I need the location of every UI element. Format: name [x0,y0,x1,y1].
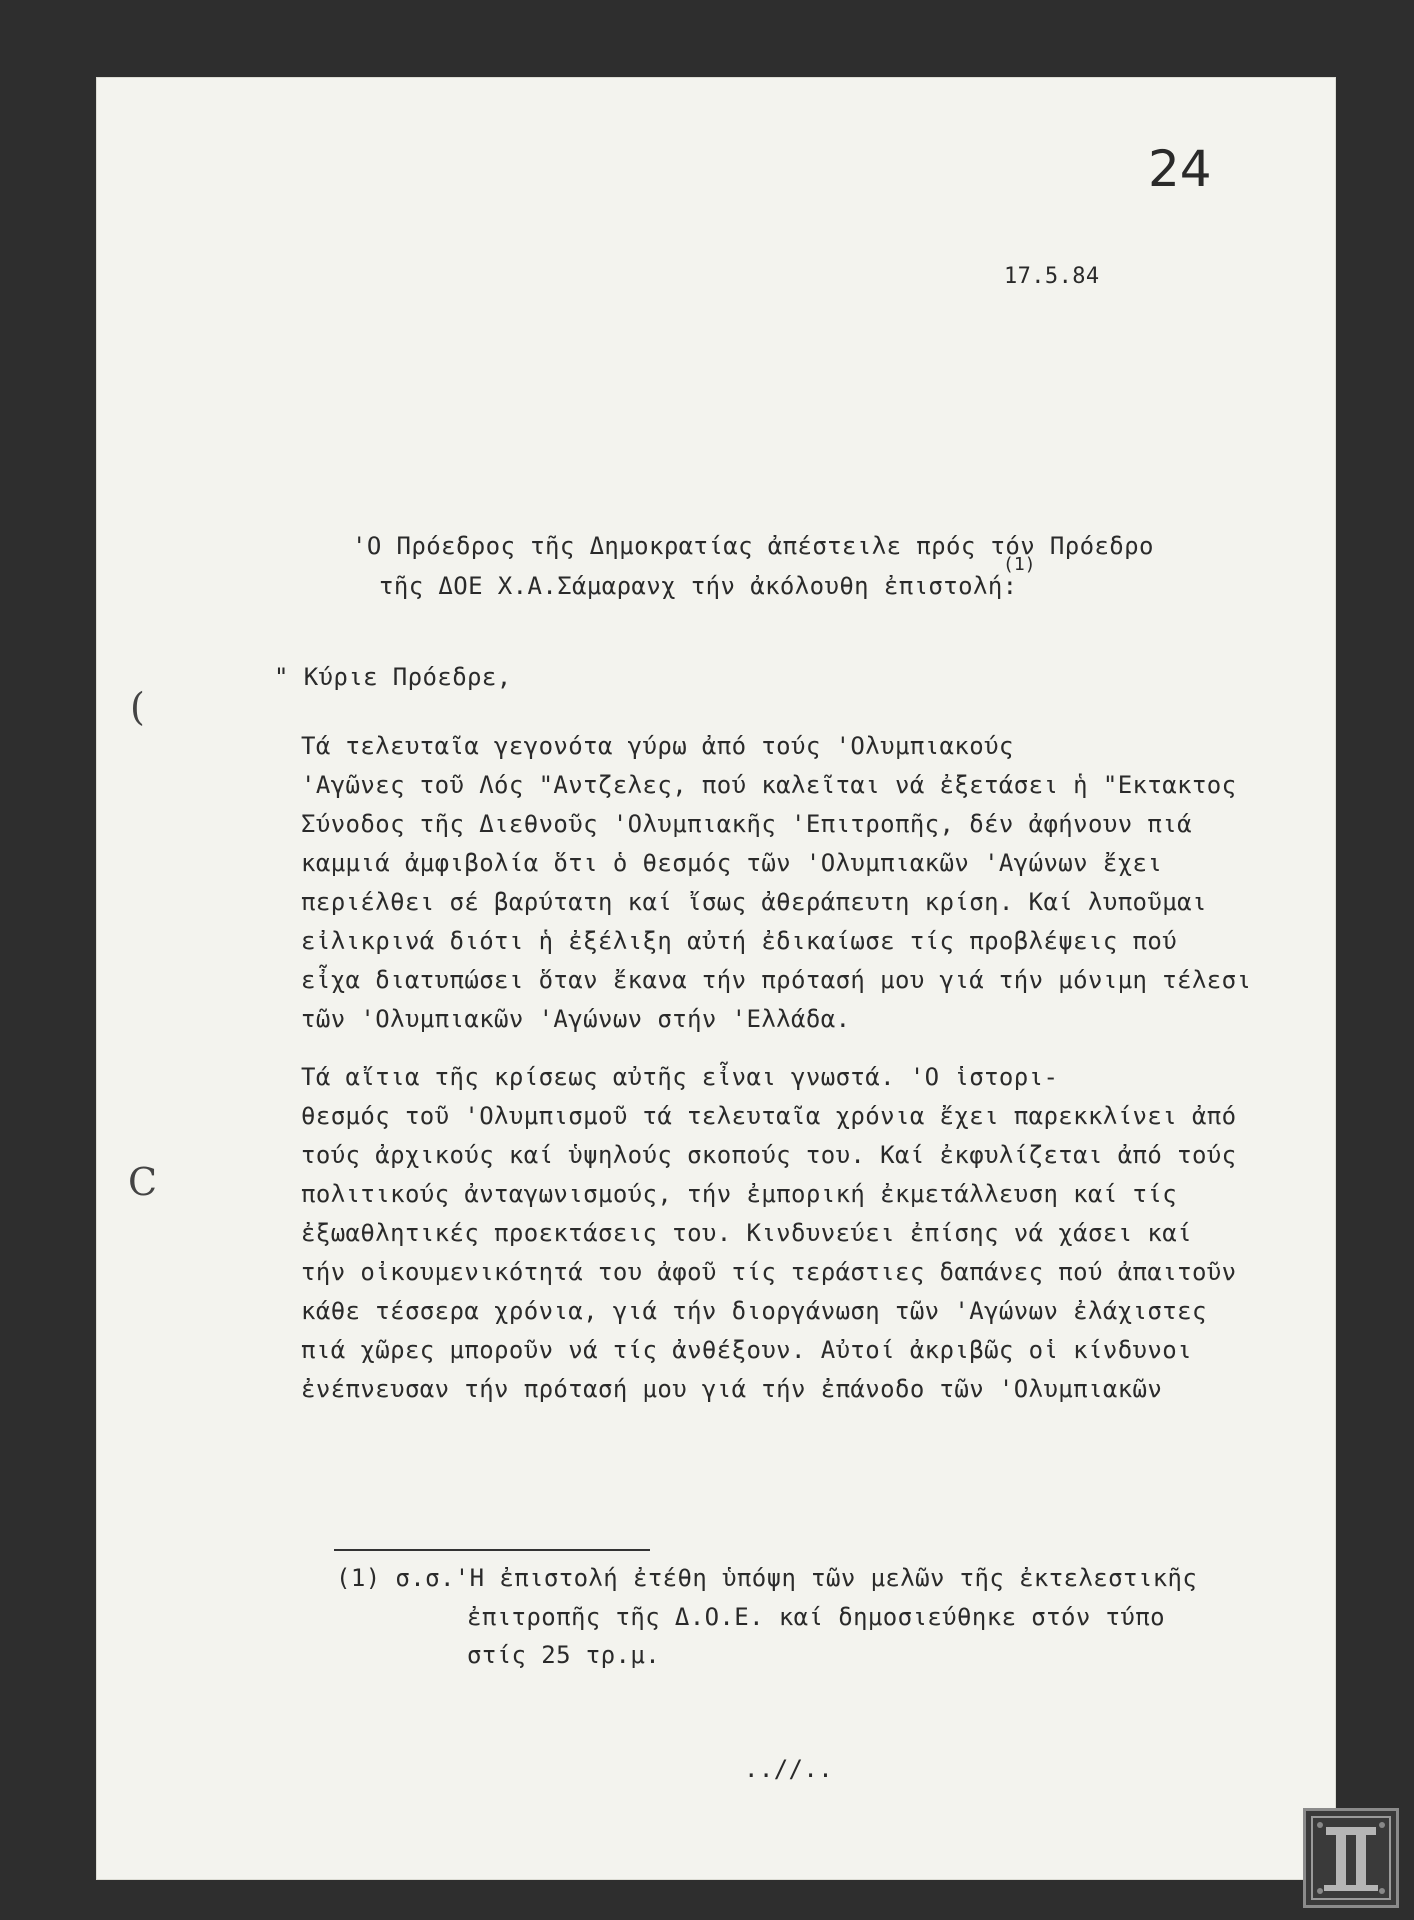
paragraph2-line: ἐξωαθλητικές προεκτάσεις του. Κινδυνεύει ἐπίσης νά χάσει καί [301,1219,1192,1247]
paragraph2-line: Τά αἴτια τῆς κρίσεως αὐτῆς εἶναι γνωστά. 'Ο ἱστορι- [301,1063,1059,1091]
paragraph2-line: ἐνέπνευσαν τήν πρότασή μου γιά τήν ἐπάνοδο τῶν 'Ολυμπιακῶν [301,1375,1163,1403]
paragraph1-line: εἶχα διατυπώσει ὅταν ἔκανα τήν πρότασή μου γιά τήν μόνιμη τέλεσι [301,966,1252,994]
salutation: " Κύριε Πρόεδρε, [274,663,512,691]
paragraph2-line: πιά χῶρες μποροῦν νά τίς ἀνθέξουν. Αὐτοί ἀκριβῶς οἱ κίνδυνοι [301,1336,1192,1364]
continuation-mark: ..//.. [744,1755,834,1783]
paragraph2-line: τήν οἰκουμενικότητά του ἀφοῦ τίς τεράστιες δαπάνες πού ἀπαιτοῦν [301,1258,1237,1286]
intro-line-1: 'Ο Πρόεδρος τῆς Δημοκρατίας ἀπέστειλε πρός τόν Πρόεδρο [352,532,1154,560]
paragraph1-line: περιέλθει σέ βαρύτατη καί ἴσως ἀθεράπευτη κρίση. Καί λυποῦμαι [301,888,1207,916]
archive-logo-icon [1303,1808,1399,1908]
footnote-divider [334,1549,650,1551]
footnote-reference: (1) [1003,554,1036,575]
paragraph2-line: θεσμός τοῦ 'Ολυμπισμοῦ τά τελευταῖα χρόνια ἔχει παρεκκλίνει ἀπό [301,1102,1237,1130]
footnote-line: (1) σ.σ.'Η ἐπιστολή ἐτέθη ὑπόψη τῶν μελῶν τῆς ἐκτελεστικῆς [336,1564,1198,1592]
margin-pencil-mark-icon: C [128,1160,158,1204]
paragraph1-line: Σύνοδος τῆς Διεθνοῦς 'Ολυμπιακῆς 'Επιτροπῆς, δέν ἀφήνουν πιά [301,810,1192,838]
paragraph2-line: πολιτικούς ἀνταγωνισμούς, τήν ἐμπορική ἐκμετάλλευση καί τίς [301,1180,1178,1208]
paragraph1-line: 'Αγῶνες τοῦ Λός "Αντζελες, πού καλεῖται νά ἐξετάσει ἡ "Εκτακτος [301,771,1237,799]
paragraph1-line: Τά τελευταῖα γεγονότα γύρω ἀπό τούς 'Ολυμπιακούς [301,732,1014,760]
footnote-line: ἐπιτροπῆς τῆς Δ.Ο.Ε. καί δημοσιεύθηκε στόν τύπο [467,1603,1165,1631]
paragraph2-line: τούς ἀρχικούς καί ὑψηλούς σκοπούς του. Καί ἐκφυλίζεται ἀπό τούς [301,1141,1237,1169]
margin-pencil-mark-icon: ( [130,685,145,729]
page-number: 24 [1148,140,1212,198]
paragraph2-line: κάθε τέσσερα χρόνια, γιά τήν διοργάνωση τῶν 'Αγώνων ἐλάχιστες [301,1297,1207,1325]
intro-line-2: τῆς ΔΟΕ Χ.Α.Σάμαρανχ τήν ἀκόλουθη ἐπιστολή: [379,572,1018,600]
paragraph1-line: εἰλικρινά διότι ἡ ἐξέλιξη αὐτή ἐδικαίωσε τίς προβλέψεις πού [301,927,1178,955]
paragraph1-line: καμμιά ἀμφιβολία ὅτι ὁ θεσμός τῶν 'Ολυμπιακῶν 'Αγώνων ἔχει [301,849,1163,877]
footnote-line: στίς 25 τρ.μ. [467,1641,661,1669]
letter-date: 17.5.84 [1004,264,1100,289]
paragraph1-line: τῶν 'Ολυμπιακῶν 'Αγώνων στήν 'Ελλάδα. [301,1005,851,1033]
archive-logo-graphic [1306,1811,1396,1905]
